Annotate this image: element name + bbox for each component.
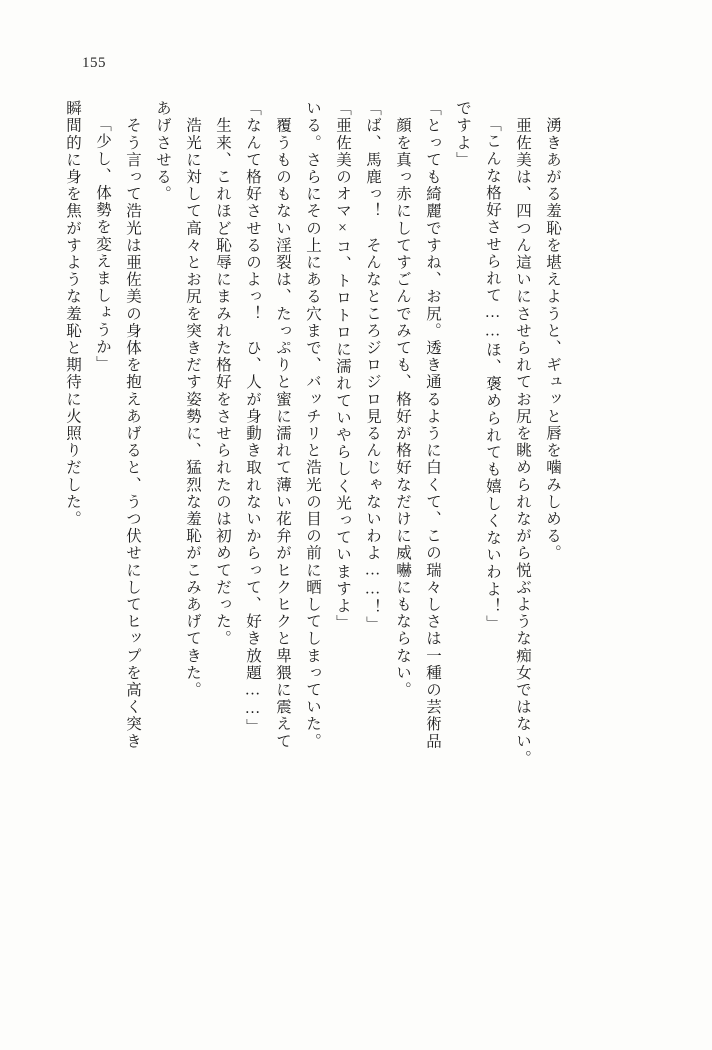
text-column: 瞬間的に身を焦がすような羞恥と期待に火照りだした。 <box>64 100 81 528</box>
vertical-text-body <box>50 100 650 980</box>
text-column: 「ば、馬鹿っ！ そんなところジロジロ見るんじゃないわよ……！」 <box>364 100 381 634</box>
text-column: 湧きあがる羞恥を堪えようと、ギュッと唇を噛みしめる。 <box>544 100 561 562</box>
text-column: ですよ」 <box>454 100 471 169</box>
text-column: 「亜佐美のオマ×コ、トロトロに濡れていやらしく光っていますよ」 <box>334 100 351 632</box>
text-column: 浩光に対して高々とお尻を突きだす姿勢に、猛烈な羞恥がこみあげてきた。 <box>184 100 201 699</box>
text-column: あげさせる。 <box>154 100 171 203</box>
text-column: 覆うものもない淫裂は、たっぷりと蜜に濡れて薄い花弁がヒクヒクと卑猥に震えて <box>274 100 291 750</box>
text-column: 顔を真っ赤にしてすごんでみても、格好が格好なだけに威嚇にもならない。 <box>394 100 411 699</box>
text-column: そう言って浩光は亜佐美の身体を抱えあげると、うつ伏せにしてヒップを高く突き <box>124 100 141 750</box>
text-column: 生来、これほど恥辱にまみれた格好をさせられたのは初めてだった。 <box>214 100 231 648</box>
text-column: いる。さらにその上にある穴まで、バッチリと浩光の目の前に晒してしまっていた。 <box>304 100 321 750</box>
text-column: 「なんて格好させるのよっ！ ひ、人が身動き取れないからって、好き放題……」 <box>244 100 261 736</box>
text-column: 「こんな格好させられて……ほ、褒められても嬉しくないわよ！」 <box>484 116 501 632</box>
page-number: 155 <box>82 55 106 71</box>
text-column: 「とっても綺麗ですね、お尻。透き通るように白くて、この瑞々しさは一種の芸術品 <box>424 100 441 750</box>
text-column: 亜佐美は、四つん這いにさせられてお尻を眺められながら悦ぶような痴女ではない。 <box>514 100 531 767</box>
text-column: 「少し、体勢を変えましょうか」 <box>94 116 111 373</box>
